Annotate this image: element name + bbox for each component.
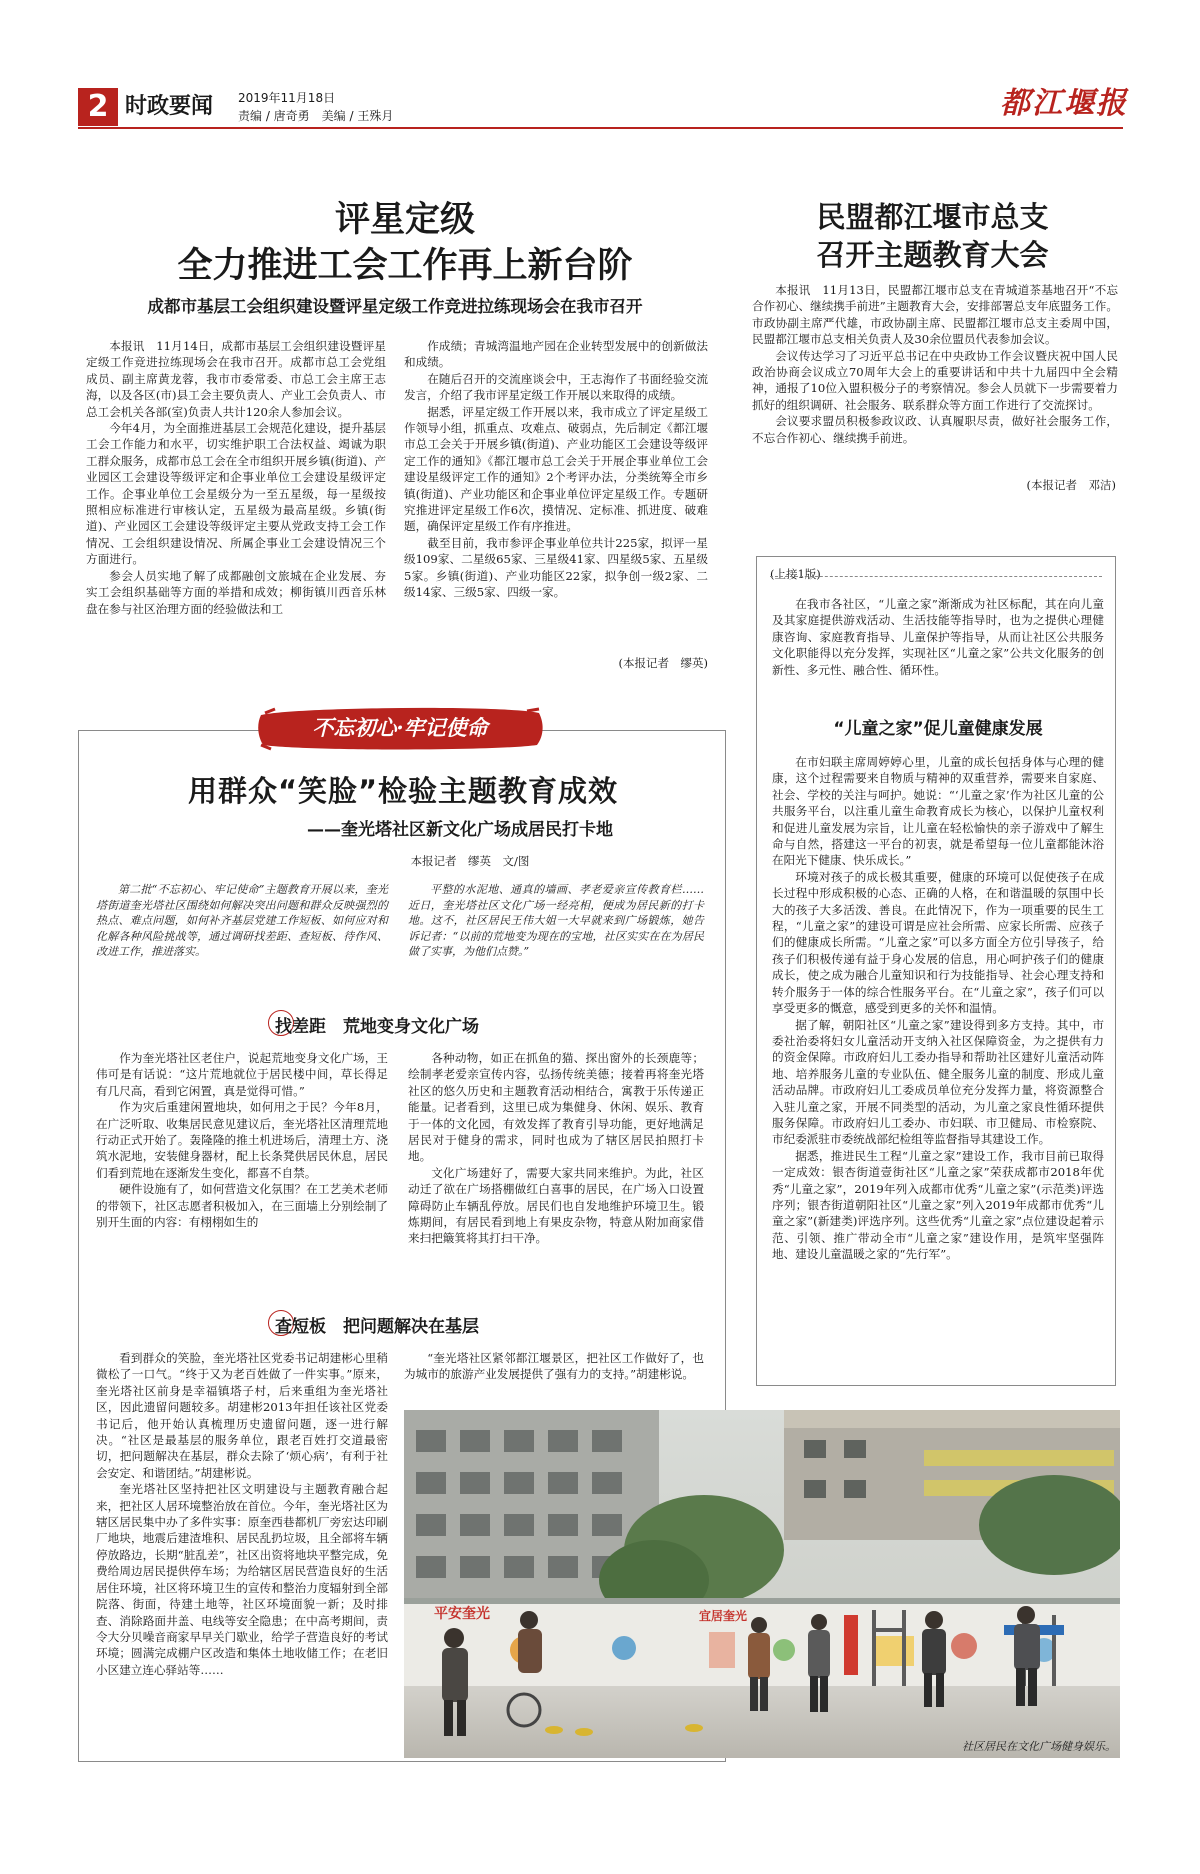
paragraph: “奎光塔社区紧邻都江堰景区，把社区工作做好了，也为城市的旅游产业发展提供了强有力的支持。”胡建彬说。 [404, 1351, 704, 1382]
article4-intro [772, 596, 1104, 678]
section-name: 时政要闻 [125, 94, 214, 119]
paragraph: 奎光塔社区坚持把社区文明建设与主题教育融合起来，把社区人居环境整治放在首位。今年，奎光塔社区为辖区居民集中办了多件实事：原奎西巷都机厂旁宏达印刷厂地块，地震后建渣堆积、居民乱扔垃圾，且全部将车辆停放路边，长期“脏乱差”，社区出资将地块平整完成，免费给周边居民提供停车场；为给辖区居民营造良好的生活居住环境，社区将环境卫生的宣传和整治力度辐射到全部院落、街面，待建土地等，社区环境面貌一新；及时排查、消除路面井盖、电线等安全隐患；在中高考期间，责令大分贝噪音商家早早关门歇业，给学子营造良好的考试环境；圆满完成棚户区改造和集体土地收储工作；在老旧小区建立连心驿站等…… [96, 1482, 388, 1677]
article2-title-line2: 召开主题教育大会 [816, 238, 1049, 272]
paragraph: 作为奎光塔社区老住户，说起荒地变身文化广场，王伟可是有话说：“这片荒地就位于居民楼中间，草长得足有几尺高，看到它闲置，真是觉得可惜。” [96, 1051, 388, 1098]
paragraph: 在市妇联主席周婷婷心里，儿童的成长包括身体与心理的健康，这个过程需要来自物质与精神的双重营养，需要来自家庭、社会、学校的关注与呵护。她说：“‘儿童之家’作为社区儿童的公共服务平台，以注重儿童生命教育成长为核心，以保护儿童权利和促进儿童发展为宗旨，让儿童在轻松愉快的亲子游戏中了解生命与自然，搭建这一平台的初衷，就是希望每一位儿童都能沐浴在阳光下健康、快乐成长。” [772, 755, 1104, 868]
paragraph: 作成绩；青城湾温地产园在企业转型发展中的创新做法和成绩。 [404, 339, 708, 370]
newspaper-logo: 都江堰报 [1000, 86, 1128, 121]
paragraph: 参会人员实地了解了成都融创文旅城在企业发展、夯实工会组织基础等方面的举措和成效；柳街镇川西音乐林盘在参与社区治理方面的经验做法和工 [86, 568, 386, 616]
paragraph: 据悉，评星定级工作开展以来，我市成立了评定星级工作领导小组，抓重点、攻难点、破弱点，先后制定《都江堰市总工会关于开展乡镇(街道)、产业功能区工会建设等级评定工作的通知》《都江堰市总工会关于开展企事业单位工会建设星级评定工作的通知》2个考评办法，分类统筹全市乡镇(街道)、产业功能区和企事业单位评定星级工作。专题研究推进评定星级工作6次，摸情况、定标准、抓进度、破难题，确保评定星级工作有序推进。 [404, 404, 708, 534]
wall-sign-text: 平安奎光 [434, 1606, 490, 1622]
section2-column-right [404, 1350, 704, 1383]
section1-column-left [96, 1050, 388, 1322]
wall-sign-text: 宜居奎光 [699, 1609, 748, 1623]
article3-intro-left [96, 882, 388, 960]
issue-date: 2019年11月18日 [238, 91, 336, 105]
article2-body [752, 282, 1118, 492]
paragraph: 各种动物，如正在抓鱼的猫、探出窗外的长颈鹿等；绘制孝老爱亲宣传内容，弘扬传统美德；接着再将奎光塔社区的悠久历史和主题教育活动相结合，寓教于乐传递正能量。记者看到，这里已成为集健身、休闲、娱乐、教育于一体的文化园，有效发挥了教育引导功能，更好地满足居民对于健身的需求，同时也成为了辖区居民拍照打卡地。 [408, 1051, 704, 1164]
header-rule [78, 127, 1123, 129]
plaza-photo-image [404, 1410, 1120, 1758]
article3-byline: 本报记者 缪英 文/图 [410, 854, 530, 868]
paragraph: 在我市各社区，“儿童之家”渐渐成为社区标配，其在向儿童及其家庭提供游戏活动、生活技能等指导时，也为之提供心理健康咨询、家庭教育指导、儿童保护等指导，从而让社区公共服务文化职能得以充分发挥，实现社区“儿童之家”公共文化服务的创新性、多元性、融合性、循环性。 [772, 597, 1104, 677]
article1-title-line2: 全力推进工会工作再上新台阶 [177, 246, 633, 286]
article4-heading: “儿童之家”促儿童健康发展 [833, 719, 1043, 739]
paragraph: 环境对孩子的成长极其重要，健康的环境可以促使孩子在成长过程中形成积极的心态、正确的人格，在和谐温暖的氛围中长大的孩子大多活泼、善良。在此情况下，作为一项重要的民生工程，“儿童之家”的建设可谓是应社会所需、应家长所需、应孩子们的健康成长所需。“儿童之家”可以多方面全方位引导孩子，给孩子们积极传递有益于身心发展的信息，用心呵护孩子们的健康成长，使之成为融合儿童知识和行为技能指导、社会心理支持和转介服务于一体的综合性服务平台。在“儿童之家”，孩子们可以享受更多的慨意，感受到更多的关怀和温情。 [772, 869, 1104, 1016]
article1-column-left [86, 338, 386, 672]
article2-byline: (本报记者 邓洁) [1026, 478, 1116, 492]
paragraph: 截至目前，我市参评企事业单位共计225家，拟评一星级109家、二星级65家、三星级41家、四星级5家、五星级5家。乡镇(街道)、产业功能区22家，拟争创一级2家、二级14家、三级5家、四级一家。 [404, 535, 708, 600]
article1-subtitle: 成都市基层工会组织建设暨评星定级工作竞进拉练现场会在我市召开 [147, 297, 643, 316]
section2-title: 查短板 把问题解决在基层 [275, 1317, 479, 1337]
editors-credit: 责编 / 唐奇勇 美编 / 王殊月 [238, 109, 394, 123]
paragraph: 会议传达学习了习近平总书记在中央政协工作会议暨庆祝中国人民政治协商会议成立70周年大会上的重要讲话和中共十九届四中全会精神，通报了10位入盟积极分子的考察情况。参会人员就下一步需要着力抓好的组织调研、社会服务、联系群众等方面工作进行了交流探讨。 [752, 348, 1118, 412]
paragraph: 今年4月，为全面推进基层工会规范化建设，提升基层工会工作能力和水平，切实维护职工合法权益、竭诚为职工群众服务，成都市总工会在全市组织开展乡镇(街道)、产业园区工会建设等级评定和企事业单位工会建设星级评定工作。企事业单位工会星级分为一至五星级，每一星级按照相应标准进行审核认定，五星级为最高星级。乡镇(街道)、产业园区工会建设等级评定主要从党政支持工会工作情况、工会组织建设情况、所属企事业工会建设情况三个方面进行。 [86, 421, 386, 567]
paragraph: 本报讯 11月14日，成都市基层工会组织建设暨评星定级工作竞进拉练现场会在我市召开。成都市总工会党组成员、副主席黄龙蓉，我市市委常委、市总工会主席王志海，以及各区(市)县工会主要负责人、产业工会负责人、市总工会机关各部(室)负责人共计120余人参加会议。 [86, 339, 386, 419]
paragraph: 平整的水泥地、通真的墙画、孝老爱亲宣传教育栏……近日，奎光塔社区文化广场一经亮相，便成为居民新的打卡地。这不，社区居民王伟大姐一大早就来到广场锻炼，她告诉记者：“以前的荒地变为现在的宝地，社区实实在在为居民做了实事，为他们点赞。” [408, 883, 704, 958]
page-number: 2 [78, 88, 118, 126]
section2-column-left [96, 1350, 388, 1750]
divider [770, 576, 1102, 578]
article1-title-line1: 评星定级 [334, 200, 475, 240]
article1-byline: (本报记者 缪英) [618, 656, 708, 670]
article3-intro-right [408, 882, 704, 960]
paragraph: 第二批“不忘初心、牢记使命”主题教育开展以来，奎光塔街道奎光塔社区围绕如何解决突出问题和群众反映强烈的热点、难点问题，如何补齐基层党建工作短板、如何应对和化解各种风险挑战等，通过调研找差距、查短板、待作风、改进工作，推进落实。 [96, 883, 388, 958]
section1-title: 找差距 荒地变身文化广场 [275, 1017, 479, 1037]
section1-column-right [408, 1050, 704, 1322]
article3-title: 用群众“笑脸”检验主题教育成效 [187, 774, 619, 808]
paragraph: 文化广场建好了，需要大家共同来维护。为此，社区动迁了欲在广场搭棚做红白喜事的居民，在广场入口设置障碍防止车辆乱停放。居民们也自发地维护环境卫生。锻炼期间，有居民看到地上有果皮杂物，特意从附加商家借来扫把簸箕将其打扫干净。 [408, 1165, 704, 1246]
paragraph: 作为灾后重建闲置地块，如何用之于民？今年8月，在广泛听取、收集居民意见建议后，奎光塔社区清理荒地行动正式开始了。轰隆隆的推土机进场后，清理土方、浇筑水泥地，安装健身器材，配上长条凳供居民休息，居民们看到荒地在逐渐发生变化，都喜不自禁。 [96, 1100, 388, 1180]
continued-label: (上接1版) [770, 567, 821, 581]
paragraph: 据悉，推进民生工程“儿童之家”建设工作，我市目前已取得一定成效：银杏街道壹街社区“儿童之家”荣获成都市2018年优秀“儿童之家”，2019年列入成都市优秀“儿童之家”(示范类)评选序列；银杏街道朝阳社区“儿童之家”列入2019年成都市优秀“儿童之家”(新建类)评选序列。这些优秀“儿童之家”点位建设起着示范、引领、推广带动全市“儿童之家”建设作用，是筑牢坚强阵地、建设儿童温暖之家的“先行军”。 [772, 1148, 1104, 1262]
news-photo [404, 1410, 1120, 1758]
paragraph: 在随后召开的交流座谈会中，王志海作了书面经验交流发言，介绍了我市评星定级工作开展以来取得的成绩。 [404, 371, 708, 403]
paragraph: 本报讯 11月13日，民盟都江堰市总支在青城道茶基地召开“不忘合作初心、继续携手前进”主题教育大会，安排部署总支年底盟务工作。市政协副主席严代雄，市政协副主席、民盟都江堰市总支主委周中国，民盟都江堰市总支相关负责人及30余位盟员代表参加会议。 [752, 283, 1118, 347]
paragraph: 据了解，朝阳社区“儿童之家”建设得到多方支持。其中，市委社治委将妇女儿童活动开支纳入社区保障资金，为之提供有力的资金保障。市政府妇儿工委办指导和帮助社区建好儿童活动阵地、培养服务儿童的专业队伍、健全服务儿童的制度、形成儿童活动品牌。市政府妇儿工委成员单位充分发挥力量，将资源整合入驻儿童之家，开展不同类型的活动，为儿童之家良性循环提供服务保障。市政府妇儿工委办、市妇联、市卫健局、市检察院、市纪委派驻市委统战部纪检组等监督指导其建设工作。 [772, 1017, 1104, 1147]
banner-text: 不忘初心·牢记使命 [312, 715, 488, 740]
paragraph: 硬件设施有了，如何营造文化氛围？在工艺美术老师的带领下，社区志愿者积极加入，在三面墙上分别绘制了别开生面的内容：有栩栩如生的 [96, 1182, 388, 1230]
article3-subtitle: ——奎光塔社区新文化广场成居民打卡地 [307, 820, 613, 840]
article1-column-right [404, 338, 708, 656]
photo-caption: 社区居民在文化广场健身娱乐。 [962, 1740, 1116, 1753]
paragraph: 会议要求盟员积极参政议政、认真履职尽责，做好社会服务工作，不忘合作初心、继续携手前进。 [752, 414, 1118, 445]
article2-title-line1: 民盟都江堰市总支 [816, 200, 1049, 234]
paragraph: 看到群众的笑脸，奎光塔社区党委书记胡建彬心里稍微松了一口气。“终于又为老百姓做了一件实事。”原来，奎光塔社区前身是幸福镇塔子村，后来重组为奎光塔社区，因此遗留问题较多。胡建彬2013年担任该社区党委书记后，他开始认真梳理历史遗留问题，逐一进行解决。“社区是最基层的服务单位，跟老百姓打交道最密切，把问题解决在基层，群众去除了‘烦心病’，有利于社会安定、和谐团结。”胡建彬说。 [96, 1351, 388, 1480]
article4-body [772, 754, 1104, 1376]
